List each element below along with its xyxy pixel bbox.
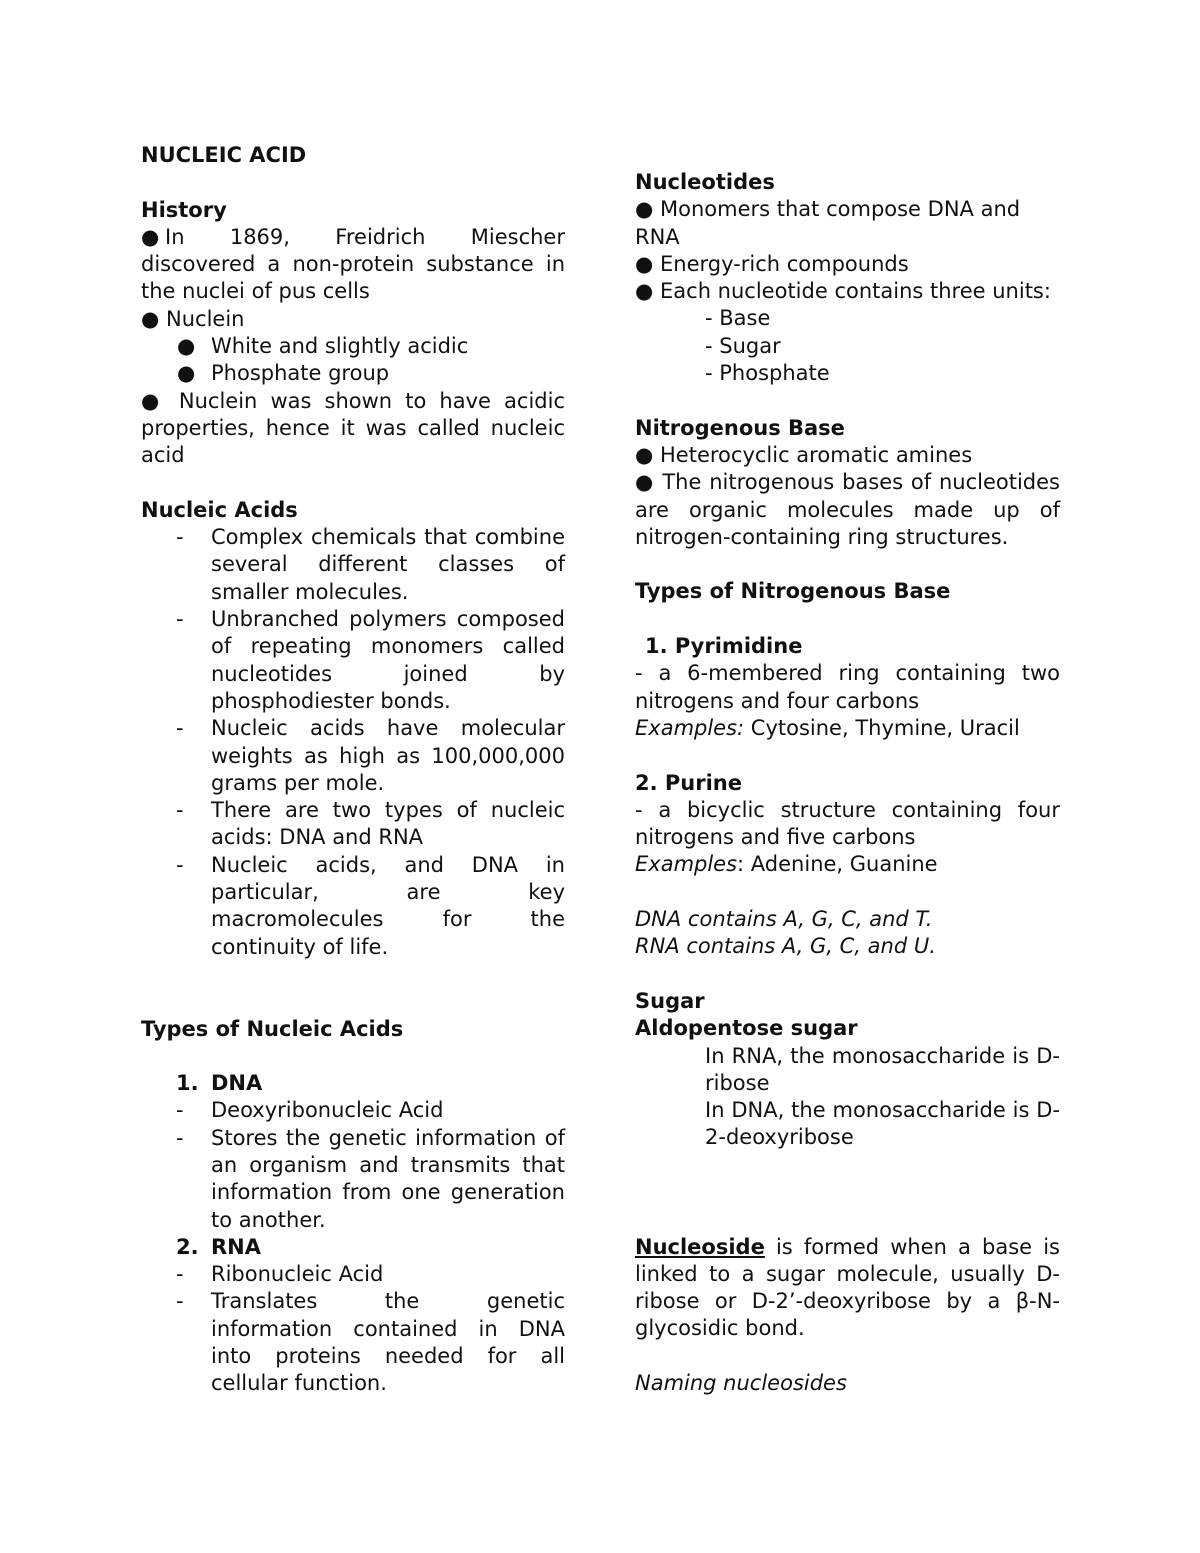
rna-heading: 2. RNA — [176, 1234, 261, 1259]
history-item: ● Nuclein was shown to have acidic properties, hence it was called nucleic acid — [141, 388, 565, 468]
history-heading: History — [141, 197, 227, 222]
nucleic-acids-item: - Unbranched polymers composed of repeating monomers called nucleotides joined by phosphodiester bonds. — [176, 607, 565, 713]
nitrogenous-base-item: ● Heterocyclic aromatic amines — [635, 442, 973, 467]
nucleic-acids-item: - There are two types of nucleic acids: DNA and RNA — [176, 798, 565, 850]
aldopentose-heading: Aldopentose sugar — [635, 1016, 858, 1041]
nucleoside-definition: Nucleoside is formed when a base is linked to a sugar molecule, usually D-ribose or D-2’-deoxyribose by a β-N-glycosidic bond. — [635, 1234, 1060, 1341]
nucleotide-unit: - Phosphate — [705, 361, 830, 386]
rna-item: - Translates the genetic information contained in DNA into proteins needed for all cellular function. — [176, 1289, 565, 1396]
nucleoside-term: Nucleoside — [635, 1234, 765, 1259]
right-column — [635, 169, 1060, 1397]
dna-item: - Stores the genetic information of an organism and transmits that information from one generation to another. — [176, 1125, 565, 1232]
dna-contains: DNA contains A, G, C, and T. — [635, 907, 933, 932]
nuclein-subitem: ● White and slightly acidic — [177, 334, 469, 359]
rna-contains: RNA contains A, G, C, and U. — [635, 934, 936, 959]
types-of-nucleic-acids-heading: Types of Nucleic Acids — [141, 1016, 404, 1041]
purine-examples: Examples: Adenine, Guanine — [635, 852, 938, 877]
naming-nucleosides: Naming nucleosides — [635, 1371, 847, 1396]
dna-heading: 1. DNA — [176, 1071, 263, 1096]
document-title: NUCLEIC ACID — [141, 143, 307, 167]
nitrogenous-base-heading: Nitrogenous Base — [635, 415, 845, 440]
dna-item: - Deoxyribonucleic Acid — [176, 1098, 444, 1123]
left-column — [141, 142, 565, 1398]
nitrogenous-base-item: ● The nitrogenous bases of nucleotides are organic molecules made up of nitrogen-containing ring structures. — [635, 470, 1060, 549]
nucleotide-unit: - Base — [705, 306, 771, 331]
pyrimidine-description: - a 6-membered ring containing two nitrogens and four carbons — [635, 661, 1060, 713]
nucleic-acids-item: - Complex chemicals that combine several different classes of smaller molecules. — [176, 525, 565, 604]
purine-heading: 2. Purine — [635, 770, 742, 795]
nucleic-acids-item: - Nucleic acids have molecular weights as high as 100,000,000 grams per mole. — [176, 716, 565, 795]
nucleic-acids-heading: Nucleic Acids — [141, 497, 298, 522]
sugar-dna: In DNA, the monosaccharide is D-2-deoxyribose — [705, 1098, 1060, 1150]
nucleotides-item: ● Energy-rich compounds — [635, 251, 909, 276]
sugar-rna: In RNA, the monosaccharide is D-ribose — [705, 1043, 1060, 1095]
types-of-nitrogenous-base-heading: Types of Nitrogenous Base — [635, 579, 951, 604]
nucleotides-item: ● Each nucleotide contains three units: — [635, 279, 1051, 304]
history-item: ● Nuclein — [141, 306, 245, 331]
rna-item: - Ribonucleic Acid — [176, 1262, 384, 1287]
history-item: ● In 1869, Freidrich Miescher discovered a non-protein substance in the nuclei of pus cells — [141, 224, 565, 304]
nucleic-acids-item: - Nucleic acids, and DNA in particular, are key macromolecules for the continuity of life. — [176, 852, 565, 959]
nucleotide-unit: - Sugar — [705, 333, 781, 358]
nuclein-subitem: ● Phosphate group — [177, 361, 390, 386]
pyrimidine-examples: Examples: Cytosine, Thymine, Uracil — [635, 715, 1020, 740]
pyrimidine-heading: 1. Pyrimidine — [645, 634, 803, 659]
purine-description: - a bicyclic structure containing four nitrogens and five carbons — [635, 797, 1060, 850]
nucleotides-heading: Nucleotides — [635, 170, 775, 194]
nucleotides-item: ● Monomers that compose DNA and RNA — [635, 197, 1021, 249]
sugar-heading: Sugar — [635, 988, 705, 1013]
